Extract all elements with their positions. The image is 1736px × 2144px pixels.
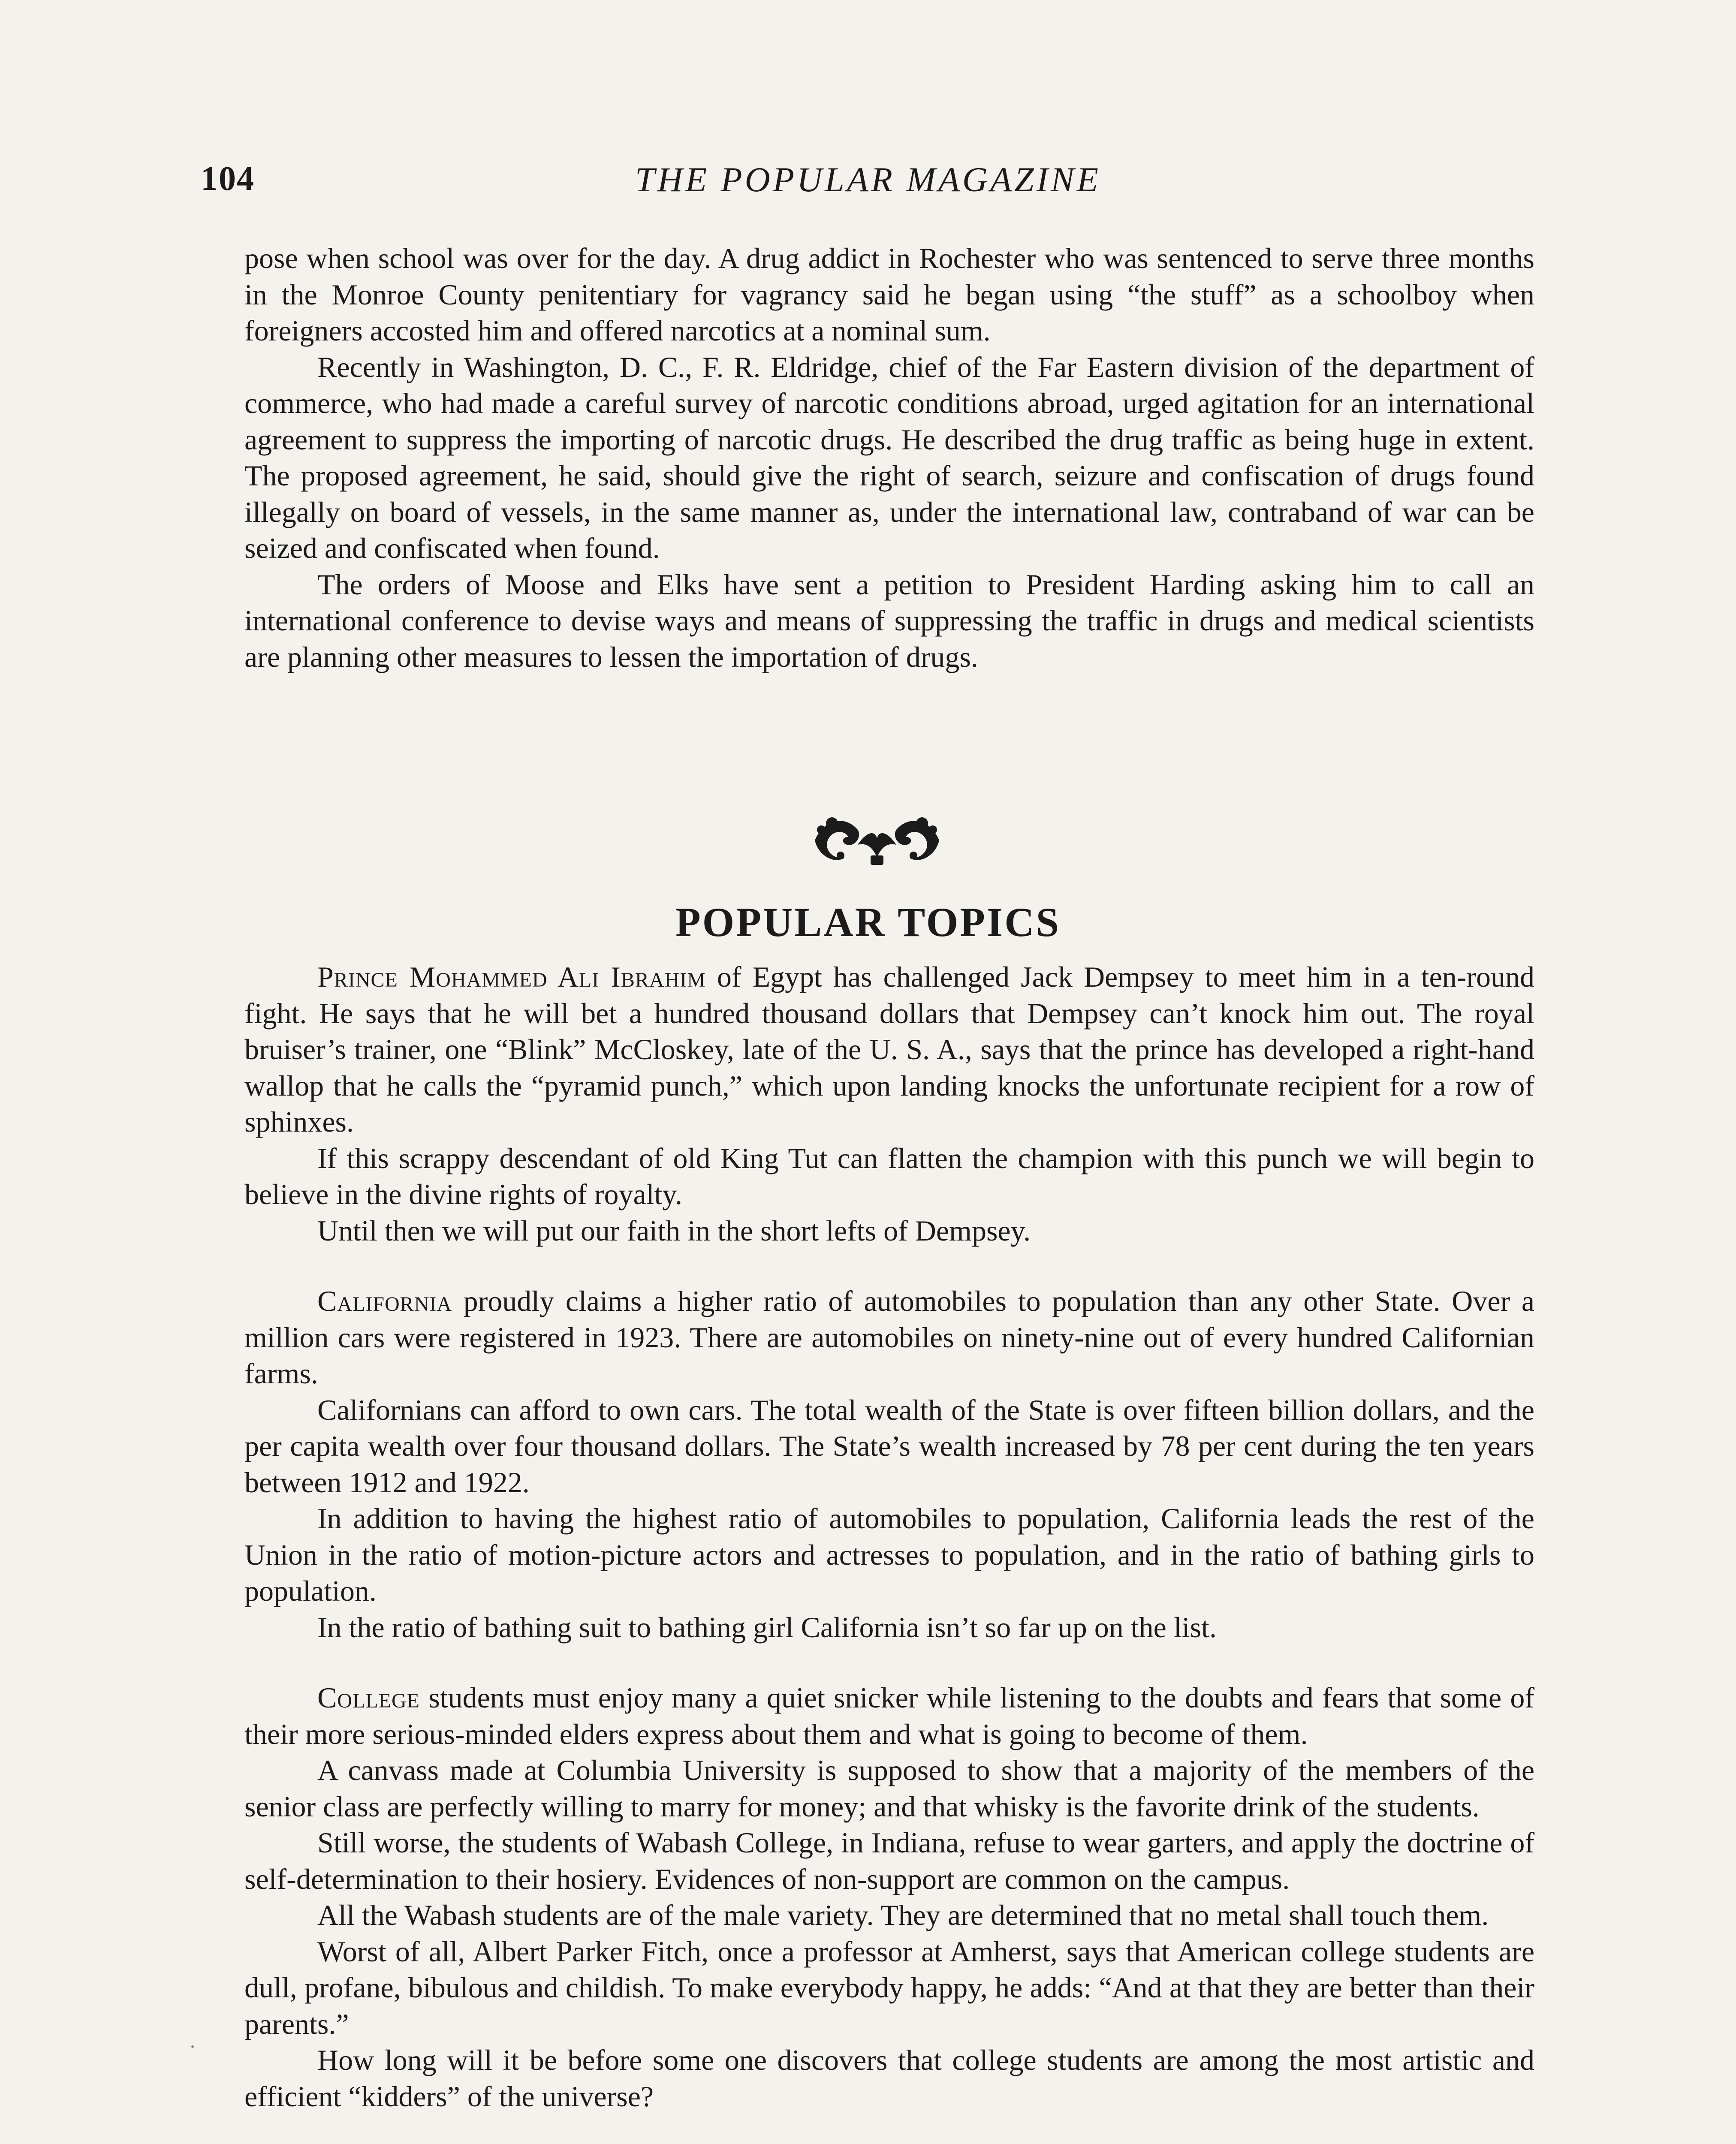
topic-lead-paragraph <box>244 959 1534 1140</box>
page-number: 104 <box>201 160 255 198</box>
topic-lead: California <box>317 1285 452 1317</box>
topic-paragraph: Still worse, the students of Wabash College, in Indiana, refuse to wear garters, and apply the doctrine of self-determination to their hosiery. Evidences of non-support are common on the campus. <box>244 1826 1534 1895</box>
topic-lead-text: proudly claims a higher ratio of automobiles to population than any other State. Over a million cars were registered in 1923. There are automobiles on ninety-nine out of every hundred Californian farms. <box>244 1285 1534 1390</box>
topic-paragraph: How long will it be before some one discovers that college students are among the most artistic and efficient “kidders” of the universe? <box>244 2044 1534 2113</box>
section-title: POPULAR TOPICS <box>675 899 1061 945</box>
article-paragraph: pose when school was over for the day. A drug addict in Rochester who was sentenced to serve three months in the Monroe County penitentiary for vagrancy said he began using “the stuff” as a schoolboy when foreigners accosted him and offered narcotics at a nominal sum. <box>244 242 1534 347</box>
topic-lead-paragraph <box>244 1680 1534 1752</box>
topic-paragraph: All the Wabash students are of the male variety. They are determined that no metal shall touch them. <box>317 1899 1489 1931</box>
popular-topics-body <box>244 959 1534 2114</box>
floral-ornament-icon <box>806 806 948 870</box>
topic-paragraph: In the ratio of bathing suit to bathing girl California isn’t so far up on the list. <box>317 1611 1217 1644</box>
topic-lead: Prince Mohammed Ali Ibrahim <box>317 961 706 993</box>
page-header <box>201 160 1535 215</box>
running-title: THE POPULAR MAGAZINE <box>635 160 1101 199</box>
topic-lead-text: students must enjoy many a quiet snicker while listening to the doubts and fears that some of their more serious-minded elders express about them and what is going to become of them. <box>244 1681 1534 1750</box>
drug-article-continuation <box>244 240 1534 675</box>
topic-paragraph: Worst of all, Albert Parker Fitch, once a professor at Amherst, says that American college students are dull, profane, bibulous and childish. To make everybody happy, he adds: “And at that they are better than their parents.” <box>244 1935 1534 2040</box>
topic-lead: College <box>317 1681 420 1714</box>
topic-paragraph: Until then we will put our faith in the short lefts of Dempsey. <box>317 1214 1031 1247</box>
topic-lead-text: of Egypt has challenged Jack Dempsey to meet him in a ten-round fight. He says that he will bet a hundred thousand dollars that Dempsey can’t knock him out. The royal bruiser’s trainer, one “Blink” McCloskey, late of the U. S. A., says that the prince has developed a right-hand wallop that he calls the “pyramid punch,” which upon landing knocks the unfortunate recipient for a row of sphinxes. <box>244 961 1534 1138</box>
paper-speck <box>191 2045 194 2048</box>
topic-paragraph: A canvass made at Columbia University is supposed to show that a majority of the members of the senior class are perfectly willing to marry for money; and that whisky is the favorite drink of the students. <box>244 1754 1534 1823</box>
topic-paragraph: In addition to having the highest ratio of automobiles to population, California leads the rest of the Union in the ratio of motion-picture actors and actresses to population, and in the ratio of bathing girls to population. <box>244 1502 1534 1607</box>
topic-paragraph: If this scrappy descendant of old King Tut can flatten the champion with this punch we will begin to believe in the divine rights of royalty. <box>244 1141 1534 1211</box>
article-paragraph: Recently in Washington, D. C., F. R. Eldridge, chief of the Far Eastern division of the department of commerce, who had made a careful survey of narcotic conditions abroad, urged agitation for an international agreement to suppress the importing of narcotic drugs. He described the drug traffic as being huge in extent. The proposed agreement, he said, should give the right of search, seizure and confiscation of drugs found illegally on board of vessels, in the same manner as, under the international law, contraband of war can be seized and confiscated when found. <box>244 350 1534 564</box>
topic-lead-paragraph <box>244 1283 1534 1392</box>
topic-paragraph: Californians can afford to own cars. The total wealth of the State is over fifteen billion dollars, and the per capita wealth over four thousand dollars. The State’s wealth increased by 78 per cent during the ten years between 1912 and 1922. <box>244 1393 1534 1499</box>
article-paragraph: The orders of Moose and Elks have sent a petition to President Harding asking him to call an international conference to devise ways and means of suppressing the traffic in drugs and medical scientists are planning other measures to lessen the importation of drugs. <box>244 568 1534 673</box>
